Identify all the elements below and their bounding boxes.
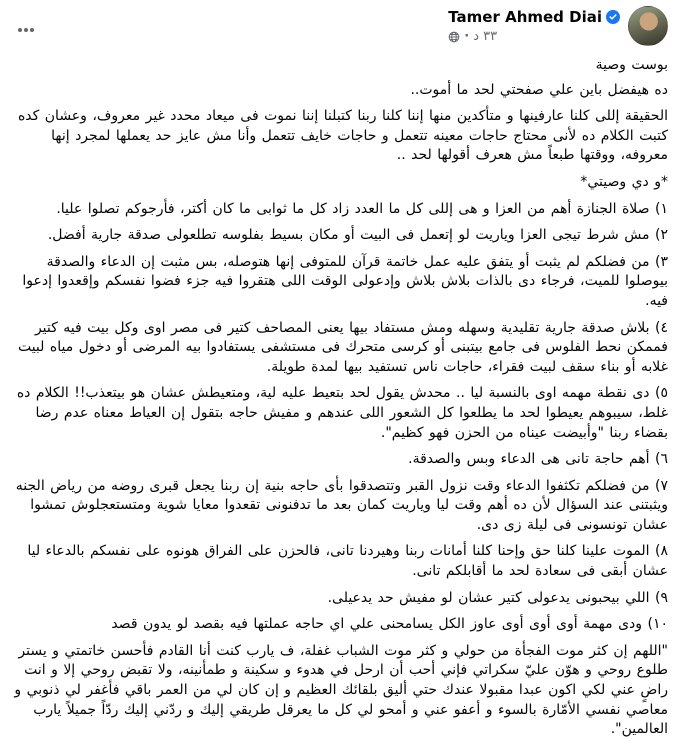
author-line <box>448 8 620 26</box>
post-paragraph: *و دي وصيتي* <box>580 173 668 190</box>
three-dots-icon <box>16 20 36 40</box>
public-globe-icon <box>448 31 460 43</box>
post-paragraph: ٤) بلاش صدقة جارية تقليدية وسهله ومش مستفاد بيها يعنى المصاحف كتير فى مصر اوى وكل بيت فيه كتير فممكن نحط الفلوس فى جامع بيتبنى أو كرسى متحرك فى مستشفى يستفادوا بيه المرضى أو دخول مياه لبيت غلابه أو بناء سقف لبيت فقراء، حاجات ناس تستفيد بيها لمدة طويلة. <box>17 319 668 375</box>
meta-separator: · <box>464 29 470 44</box>
post-paragraph: ٢) مش شرط تيجى العزا وياريت لو إتعمل فى البيت أو مكان بسيط بفلوسه تطلعولى صدقة جارية أفضل. <box>47 227 668 244</box>
post-paragraph: ٦) أهم حاجة تانى هى الدعاء وبس والصدقة. <box>408 451 668 468</box>
post-paragraph: ٥) دى نقطة مهمه اوى بالنسبة ليا .. محدش يقول لحد بتعيط عليه لية، ومتعيطش عشان هو بيتعذب!! الكلام ده غلط، سيبوهم يعيطوا لحد ما يطلعوا كل الشعور اللى عندهم و مفيش حاجه بتقول إن العياط معناه عدم رضا بقضاء ربنا "وأبيضت عيناه من الحزن فهو كظيم". <box>16 385 668 441</box>
post-paragraph: ١) صلاة الجنازة أهم من العزا و هى إللى كل ما العدد زاد كل ما ثوابى ما كان أكتر، فأرجوكم تصلوا عليا. <box>56 200 668 217</box>
post-paragraph: ٣) من فضلكم لم يثبت أو يتفق عليه عمل خاتمة قرآن للمتوفى إنها هتوصله، بس مثبت إن الدعاء والصدقة بيوصلوا للميت، فرجاء دى بالذات بلاش بلاش وإدعولى الوقت اللى هتقروا فيه جزء فضوا نفسكم وإقعدوا إدعوا فيه. <box>22 253 668 309</box>
more-options-button[interactable] <box>10 14 42 46</box>
post-paragraph: ده هيفضل باين علي صفحتي لحد ما أموت.. <box>410 81 668 98</box>
post-header-text <box>448 6 620 44</box>
author-name[interactable]: Tamer Ahmed Diai <box>448 8 602 26</box>
post-paragraph: الحقيقة إللى كلنا عارفينها و متأكدين منها إننا كلنا ربنا كتبلنا إننا نموت فى ميعاد محدد غير معروف، وعشان كده كتبت الكلام ده لأنى محتاج حاجات معينه تتعمل و حاجات خايف تتعمل وأنا مش عايز حد يعملها لمجرد إنها معروفه، ووقتها طبعاً مش هعرف أقولها لحد .. <box>17 108 668 164</box>
post-paragraph: "اللهم إن كثر موت الفجأة من حولي و كثر موت الشباب غفلة، ف يارب كنت أنا القادم فأحسن خاتمتي و يستر طلوع روحي و هوّن عليّ سكراتي فإني أحب أن ارحل في هدوء و سكينة و طمأنينه، ولا تقبض روحي إلا و انت راضٍ عني لكي اكون عبدا مقبولا عندك حتي أليق بلقائك العظيم و إن كان لي من العمر باقي فأغفر لي ذنوبي و معاصي نفسي الأمّارة بالسوء و أعفو عني و أمحو لي كل ما يعرقل طريقي إليك و ردّني إليك ردّاً جميلاً يارب العالمين". <box>14 642 668 738</box>
post-paragraph: ١٠) ودى مهمة أوى أوى أوى عاوز الكل يسامحنى علي اي حاجه عملتها فيه بقصد لو يدون قصد <box>111 616 668 633</box>
verified-badge-icon <box>606 10 620 24</box>
post-paragraph: ٧) من فضلكم تكثفوا الدعاء وقت نزول القبر وتتصدقوا بأى حاجه بنية إن ربنا يجعل قبرى روضه من رياض الجنه ويثبتنى عند السؤال لأن ده أهم وقت ليا وياريت كمان بعد ما تدفنونى تقعدوا معايا شوية ومتستعجلوش تمشوا عشان تونسونى فى ليلة زى دى. <box>15 477 668 533</box>
profile-picture[interactable] <box>628 6 668 46</box>
post-header <box>10 6 668 46</box>
post-paragraph: ٨) الموت علينا كلنا حق وإحنا كلنا أمانات ربنا وهيردنا تانى، فالحزن على الفراق هونوه على نفسكم بالدعاء ليا عشان أبقى فى سعادة لحد ما أقابلكم تانى. <box>27 543 668 580</box>
post-meta <box>448 29 497 44</box>
post-title: بوست وصية <box>595 57 668 73</box>
post-paragraph: ٩) اللي بيحبونى يدعولى كتير عشان لو مفيش حد يدعيلى. <box>327 589 668 606</box>
timestamp[interactable]: ٣٣ د <box>473 29 498 44</box>
post-content <box>10 56 668 740</box>
